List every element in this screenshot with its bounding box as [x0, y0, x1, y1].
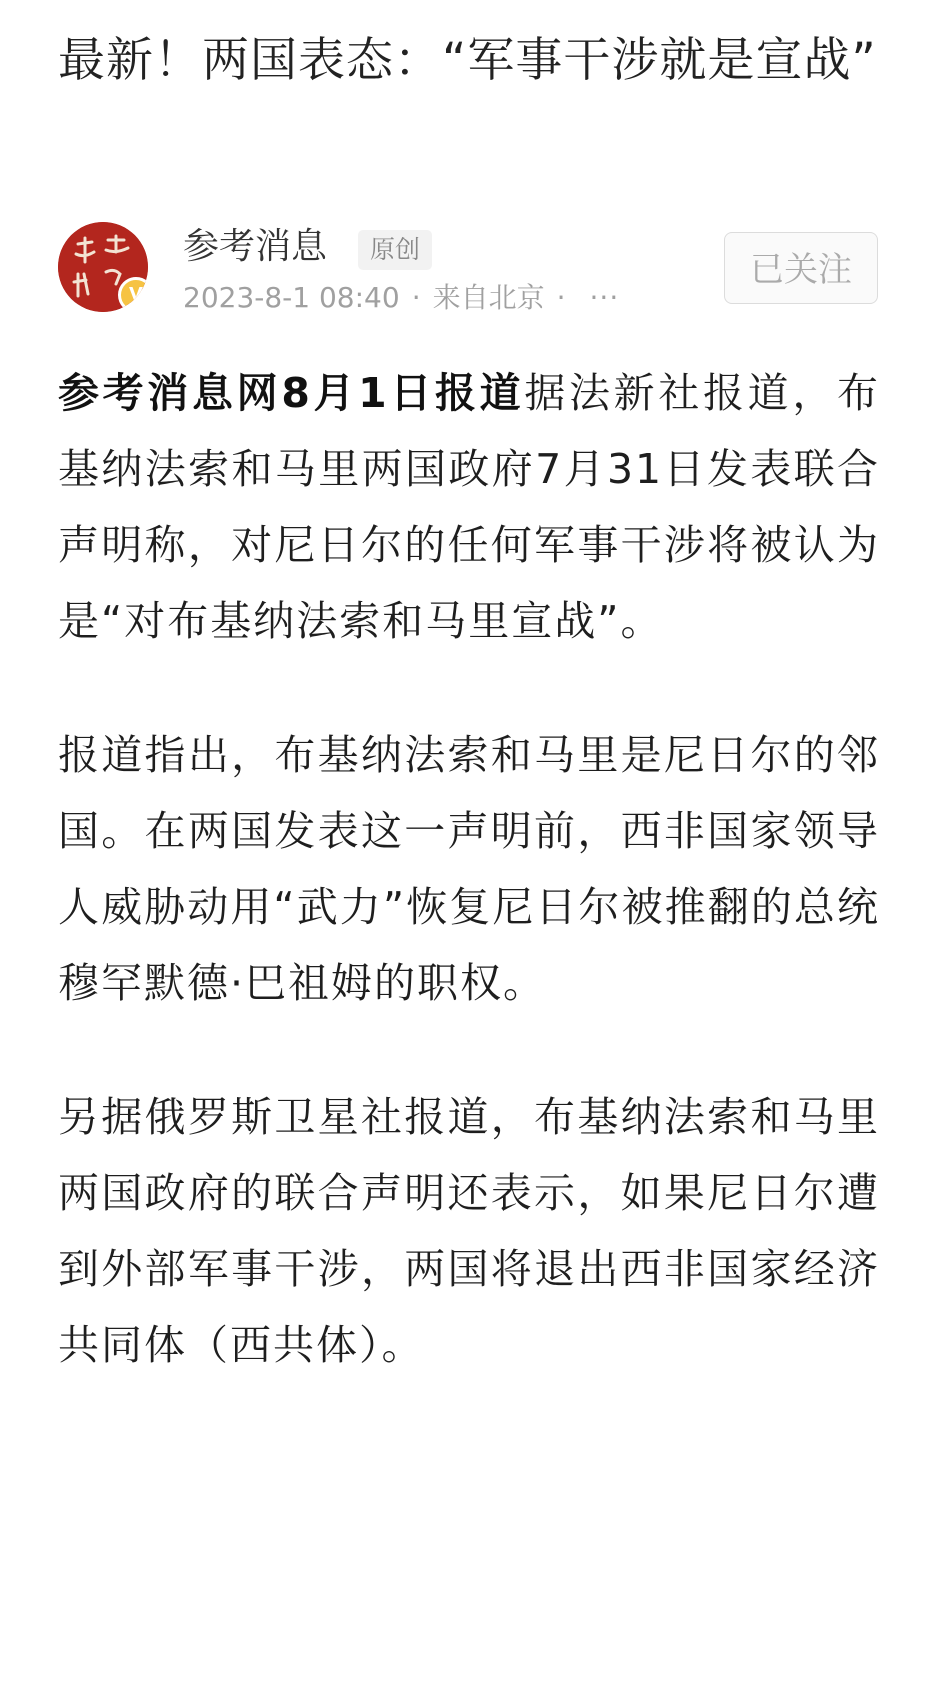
follow-button[interactable]: 已关注 — [724, 232, 878, 304]
author-avatar[interactable] — [58, 222, 148, 312]
article-paragraph-2: 报道指出，布基纳法索和马里是尼日尔的邻国。在两国发表这一声明前，西非国家领导人威胁动用“武力”恢复尼日尔被推翻的总统穆罕默德·巴祖姆的职权。 — [58, 731, 880, 1007]
publish-time: 2023-8-1 08:40 — [183, 281, 400, 314]
article-paragraph-3: 另据俄罗斯卫星社报道，布基纳法索和马里两国政府的联合声明还表示，如果尼日尔遭到外部军事干涉，两国将退出西非国家经济共同体（西共体）。 — [58, 1093, 880, 1369]
article-title: 最新！两国表态：“军事干涉就是宣战” — [58, 33, 877, 88]
more-options-icon[interactable]: ··· — [589, 281, 620, 314]
paragraph-lead: 参考消息网8月1日报道 — [58, 369, 525, 417]
publish-location: 来自北京 — [432, 281, 545, 314]
paragraph-text: 据法新社报道，布基纳法索和马里两国政府7月31日发表联合声明称，对尼日尔的任何军事干涉将被认为是“对布基纳法索和马里宣战”。 — [58, 369, 881, 645]
original-tag: 原创 — [358, 230, 432, 270]
author-bar — [58, 222, 878, 318]
verified-badge-icon: V — [118, 277, 148, 312]
article-body — [58, 355, 880, 1441]
author-name[interactable]: 参考消息 — [183, 226, 328, 267]
publish-meta — [183, 280, 619, 316]
article-paragraph-1 — [58, 355, 880, 659]
separator-dot: · — [411, 281, 421, 314]
separator-dot: · — [556, 281, 566, 314]
